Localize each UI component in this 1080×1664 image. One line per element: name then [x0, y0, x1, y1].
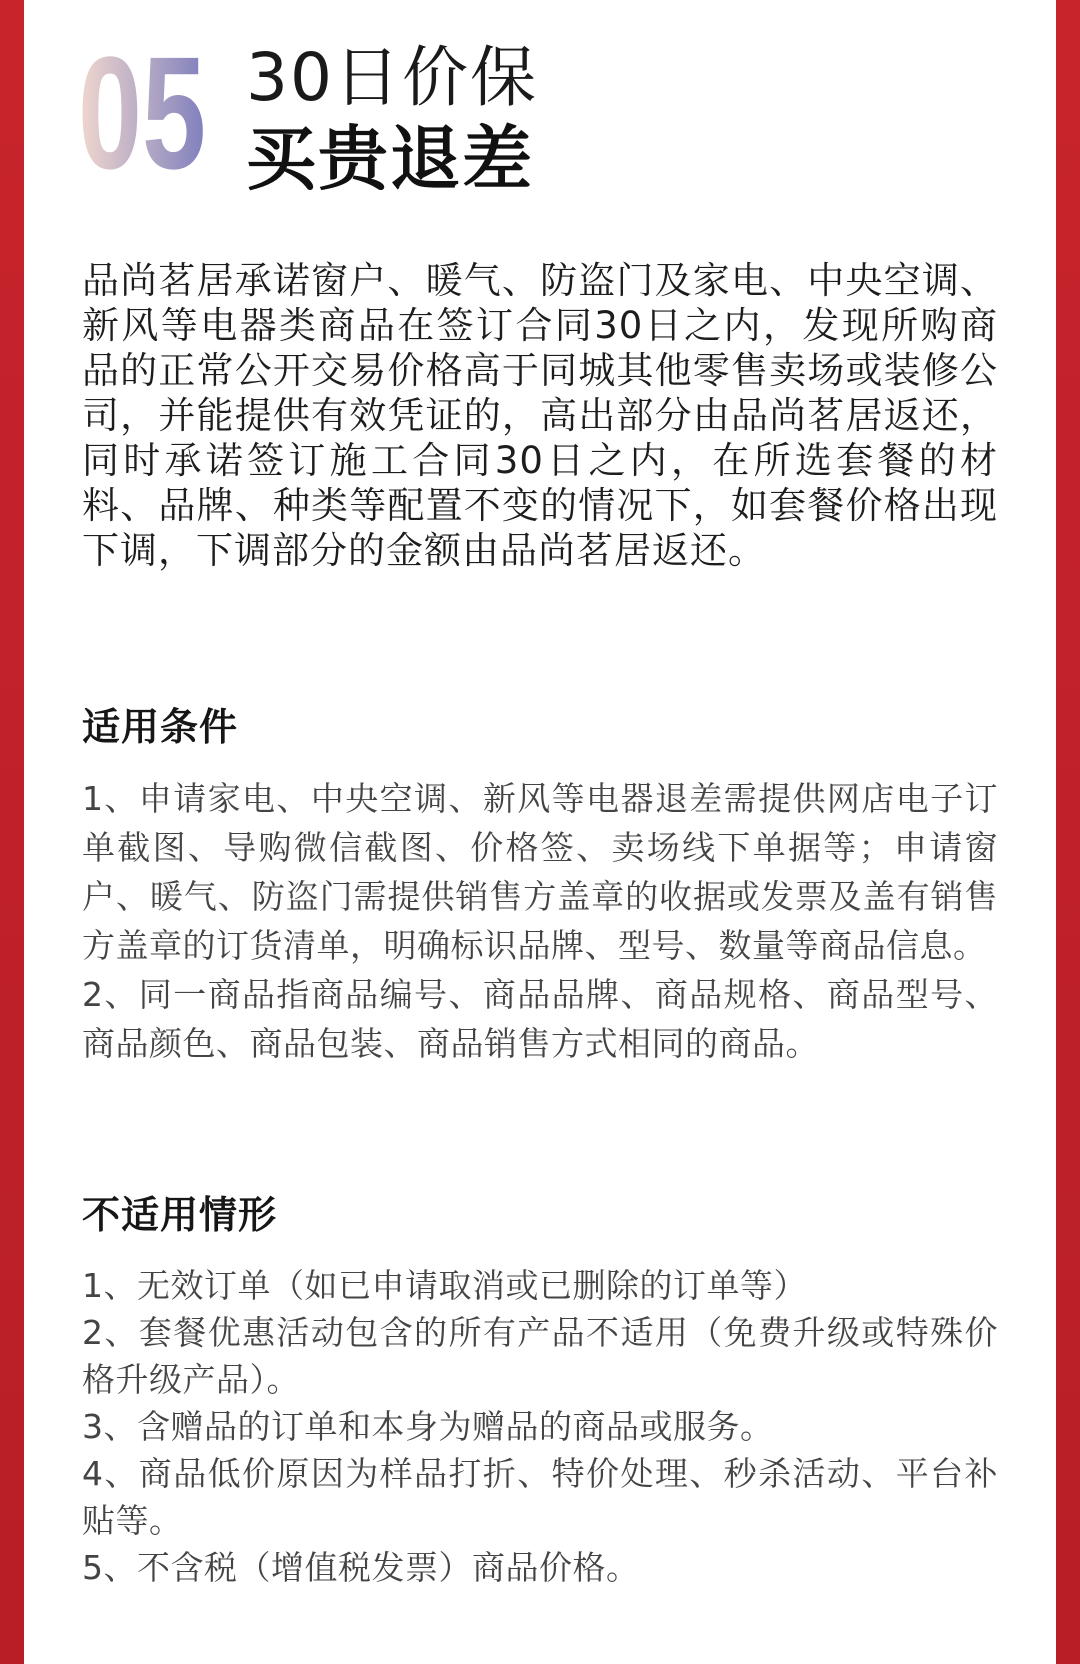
left-red-border [0, 0, 24, 1664]
intro-paragraph: 品尚茗居承诺窗户、暖气、防盗门及家电、中央空调、新风等电器类商品在签订合同30日之内，发现所购商品的正常公开交易价格高于同城其他零售卖场或装修公司，并能提供有效凭证的，高出部分由品尚茗居返还，同时承诺签订施工合同30日之内，在所选套餐的材料、品牌、种类等配置不变的情况下，如套餐价格出现下调，下调部分的金额由品尚茗居返还。 [82, 259, 998, 572]
not-applicable-heading: 不适用情形 [82, 1193, 278, 1237]
list-item: 5、不含税（增值税发票）商品价格。 [82, 1548, 640, 1587]
list-item: 4、商品低价原因为样品打折、特价处理、秒杀活动、平台补贴等。 [82, 1454, 998, 1540]
list-item: 1、申请家电、中央空调、新风等电器退差需提供网店电子订单截图、导购微信截图、价格签、卖场线下单据等；申请窗户、暖气、防盗门需提供销售方盖章的收据或发票及盖有销售方盖章的订货清单，明确标识品牌、型号、数量等商品信息。 [82, 779, 998, 965]
not-applicable-list [82, 1262, 998, 1591]
section-number [78, 23, 218, 202]
list-item: 1、无效订单（如已申请取消或已删除的订单等） [82, 1266, 807, 1305]
list-item: 2、同一商品指商品编号、商品品牌、商品规格、商品型号、商品颜色、商品包装、商品销售方式相同的商品。 [82, 975, 998, 1063]
title-line-2: 买贵退差 [246, 118, 534, 200]
applicable-heading: 适用条件 [82, 705, 239, 749]
applicable-list [82, 774, 998, 1068]
right-red-border [1056, 0, 1080, 1664]
section-number-text: 05 [78, 23, 206, 202]
list-item: 3、含赠品的订单和本身为赠品的商品或服务。 [82, 1407, 774, 1446]
list-item: 2、套餐优惠活动包含的所有产品不适用（免费升级或特殊价格升级产品）。 [82, 1313, 998, 1399]
title-line-1: 30日价保 [246, 39, 538, 116]
